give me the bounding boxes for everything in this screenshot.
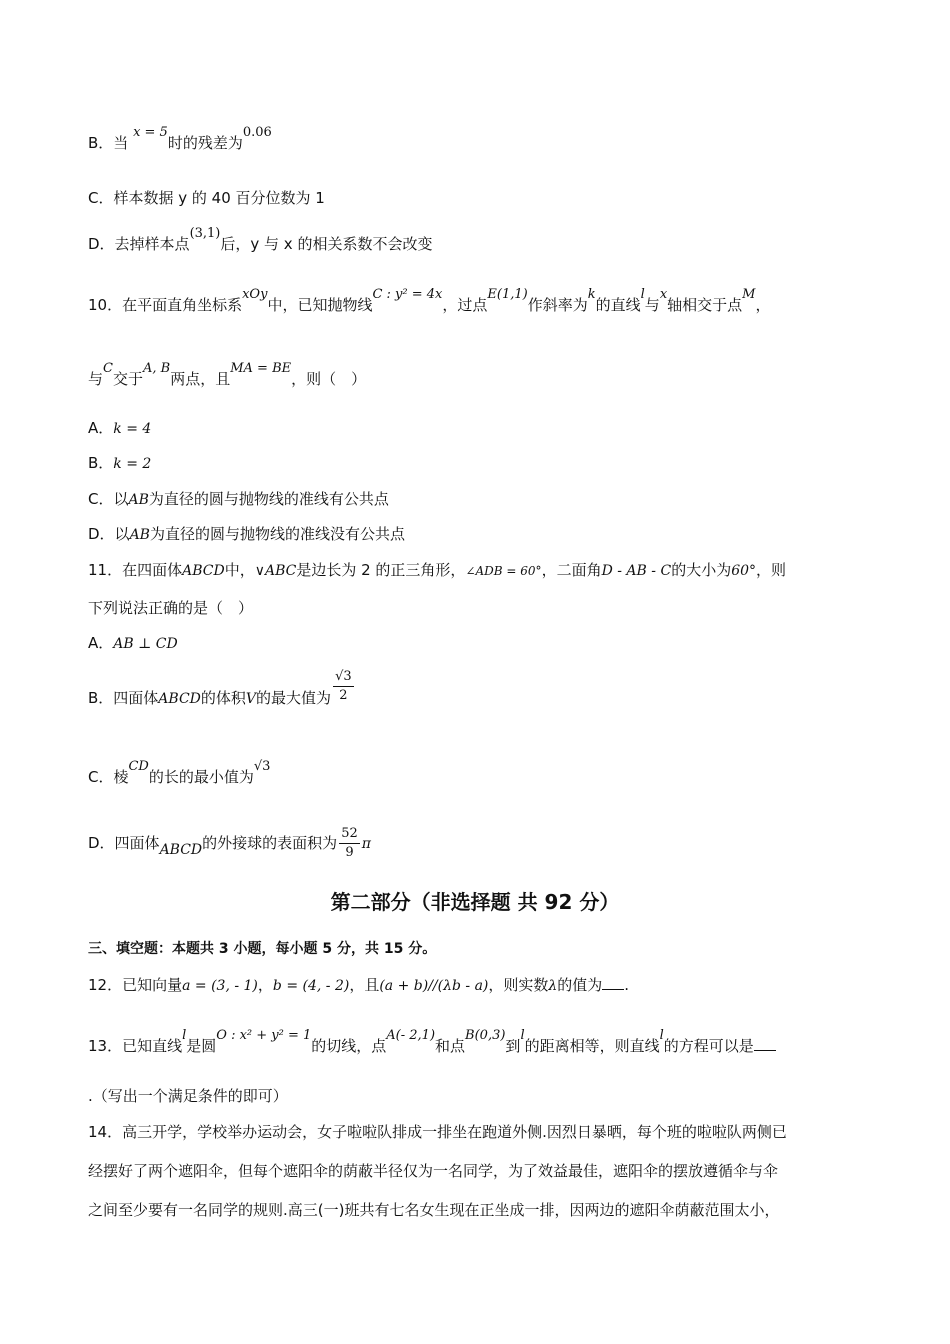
text-fragment: b = (4, - 2) xyxy=(272,978,350,994)
text-fragment: D．四面体 xyxy=(88,834,160,852)
q13-stem-line2 xyxy=(88,1085,880,1107)
q9-option-d xyxy=(88,226,880,257)
text-fragment: 与 xyxy=(88,370,104,388)
text-fragment: AB ⊥ CD xyxy=(113,636,178,652)
text-fragment: 下列说法正确的是（ ） xyxy=(88,599,254,617)
text-fragment: l xyxy=(659,1028,664,1043)
text-fragment: B． xyxy=(88,454,114,472)
q10-option-c xyxy=(88,488,880,511)
text-fragment: 中，已知抛物线 xyxy=(267,296,373,314)
q9-b-math: x = 5 xyxy=(133,125,168,140)
text-fragment: ， xyxy=(257,976,273,994)
q9-option-b xyxy=(88,125,880,156)
text-fragment: . xyxy=(624,976,630,994)
text-fragment: ，则 xyxy=(756,561,787,579)
text-fragment: 10．在平面直角坐标系 xyxy=(88,296,243,314)
text-fragment: 的外接球的表面积为 xyxy=(202,834,338,852)
text-fragment: ∠ADB = 60° xyxy=(465,564,542,578)
text-fragment: 13．已知直线 xyxy=(88,1037,183,1055)
text-fragment: 两点，且 xyxy=(170,370,231,388)
text-fragment: 的最大值为 xyxy=(256,689,332,707)
text-fragment: 为直径的圆与抛物线的准线没有公共点 xyxy=(149,525,405,543)
text-fragment: k xyxy=(587,287,596,302)
text-fragment: 是边长为 2 的正三角形， xyxy=(296,561,466,579)
text-fragment: ，则（ ） xyxy=(291,370,367,388)
q12-answer-blank[interactable] xyxy=(602,975,624,990)
text-fragment: π xyxy=(361,836,371,852)
text-fragment: √3 xyxy=(253,759,271,774)
q12-stem xyxy=(88,974,880,997)
text-fragment: 是圆 xyxy=(186,1037,217,1055)
q9-d-text: D．去掉样本点 xyxy=(88,235,190,253)
q13-answer-blank[interactable] xyxy=(754,1036,776,1051)
text-fragment: l xyxy=(520,1028,525,1043)
q9-c-text: C．样本数据 y 的 40 百分位数为 1 xyxy=(88,189,325,207)
q11-option-d xyxy=(88,825,880,862)
q9-d-post: 后，y 与 x 的相关系数不会改变 xyxy=(220,235,433,253)
text-fragment: 60° xyxy=(731,563,757,579)
text-fragment: ，且 xyxy=(349,976,380,994)
text-fragment: C : y² = 4x xyxy=(372,287,443,302)
text-fragment: ，二面角 xyxy=(541,561,602,579)
section-title: 第二部分（非选择题 共 92 分） xyxy=(330,890,620,914)
text-fragment: √3 xyxy=(333,668,354,687)
q11-option-a xyxy=(88,632,880,655)
q11-d-fraction xyxy=(339,825,360,862)
text-fragment: ，则实数 xyxy=(488,976,549,994)
text-fragment: l xyxy=(640,287,645,302)
q11-option-b xyxy=(88,669,880,717)
text-fragment: 中， xyxy=(224,561,255,579)
text-fragment: xOy xyxy=(242,287,268,302)
text-fragment: C．棱 xyxy=(88,768,129,786)
text-fragment: λ xyxy=(548,978,558,994)
text-fragment: 的方程可以是 xyxy=(663,1037,754,1055)
text-fragment: ABCD xyxy=(158,691,201,707)
text-fragment: 的体积 xyxy=(200,689,246,707)
q11-stem-line2 xyxy=(88,597,880,619)
text-fragment: C．以 xyxy=(88,490,129,508)
text-fragment: A． xyxy=(88,634,114,652)
text-fragment: CD xyxy=(128,759,149,774)
q11-b-fraction xyxy=(333,668,354,705)
text-fragment: MA = BE xyxy=(230,361,292,376)
text-fragment: ，过点 xyxy=(442,296,488,314)
text-fragment: O : x² + y² = 1 xyxy=(216,1028,312,1043)
text-fragment: 9 xyxy=(345,845,354,860)
text-fragment: 11．在四面体 xyxy=(88,561,183,579)
q10-option-b xyxy=(88,452,880,475)
text-fragment: k = 2 xyxy=(113,456,152,472)
text-fragment: M xyxy=(742,287,756,302)
text-fragment: 和点 xyxy=(435,1037,466,1055)
text-fragment: B(0,3) xyxy=(465,1028,506,1043)
q9-b-text: B．当 xyxy=(88,134,134,152)
text-fragment: 的长的最小值为 xyxy=(148,768,254,786)
text-fragment: B．四面体 xyxy=(88,689,159,707)
text-fragment: 的大小为 xyxy=(671,561,732,579)
text-fragment: 到 xyxy=(505,1037,521,1055)
q9-b-value: 0.06 xyxy=(242,125,272,140)
q9-d-math: (3,1) xyxy=(189,226,221,241)
text-fragment: AB xyxy=(129,527,150,543)
q11-option-c xyxy=(88,759,880,790)
text-fragment: 交于 xyxy=(112,370,143,388)
text-fragment: (a + b)//(λb - a) xyxy=(379,978,489,994)
q9-b-mid: 时的残差为 xyxy=(167,134,243,152)
text-fragment: D - AB - C xyxy=(601,563,672,579)
q10-stem-line2 xyxy=(88,361,880,392)
text-fragment: 的值为 xyxy=(557,976,603,994)
q13-stem-line1 xyxy=(88,1028,880,1059)
text-fragment: x xyxy=(659,287,668,302)
q10-option-a xyxy=(88,417,880,440)
text-fragment: l xyxy=(182,1028,187,1043)
text-fragment: ABCD xyxy=(182,563,225,579)
text-fragment: A, B xyxy=(142,361,171,376)
q9-option-c xyxy=(88,187,880,209)
text-fragment: k = 4 xyxy=(113,421,152,437)
text-fragment: 轴相交于点 xyxy=(667,296,743,314)
text-fragment: C xyxy=(103,361,113,376)
text-fragment: 与 xyxy=(644,296,660,314)
text-fragment: 52 xyxy=(339,825,360,844)
text-fragment: ∨ABC xyxy=(254,563,297,579)
q14-line2: 经摆好了两个遮阳伞，但每个遮阳伞的荫蔽半径仅为一名同学，为了效益最佳，遮阳伞的摆放遵循伞与伞 xyxy=(88,1162,779,1180)
text-fragment: ， xyxy=(755,296,771,314)
text-fragment: A(- 2,1) xyxy=(386,1028,436,1043)
text-fragment: 12．已知向量 xyxy=(88,976,183,994)
text-fragment: 的直线 xyxy=(595,296,641,314)
text-fragment: V xyxy=(245,691,257,707)
text-fragment: AB xyxy=(128,492,149,508)
q11-stem-line1 xyxy=(88,559,880,582)
text-fragment: 作斜率为 xyxy=(527,296,588,314)
text-fragment: .（写出一个满足条件的即可） xyxy=(88,1087,288,1105)
text-fragment: A． xyxy=(88,419,114,437)
q10-stem-line1 xyxy=(88,287,880,318)
section-heading: 三、填空题：本题共 3 小题，每小题 5 分，共 15 分。 xyxy=(88,941,437,957)
text-fragment: 的切线，点 xyxy=(311,1037,387,1055)
q14-line1: 14．高三开学，学校举办运动会，女子啦啦队排成一排坐在跑道外侧.因烈日暴晒，每个班的啦啦队两侧已 xyxy=(88,1123,787,1141)
text-fragment: D．以 xyxy=(88,525,130,543)
text-fragment: a = (3, - 1) xyxy=(182,978,258,994)
text-fragment: 的距离相等，则直线 xyxy=(524,1037,660,1055)
q14-line3: 之间至少要有一名同学的规则.高三(一)班共有七名女生现在正坐成一排，因两边的遮阳伞荫蔽范围太小， xyxy=(88,1201,780,1219)
text-fragment: 2 xyxy=(339,688,348,703)
text-fragment: E(1,1) xyxy=(487,287,528,302)
text-fragment: 为直径的圆与抛物线的准线有公共点 xyxy=(148,490,389,508)
q10-option-d xyxy=(88,523,880,546)
text-fragment: ABCD xyxy=(159,842,203,858)
